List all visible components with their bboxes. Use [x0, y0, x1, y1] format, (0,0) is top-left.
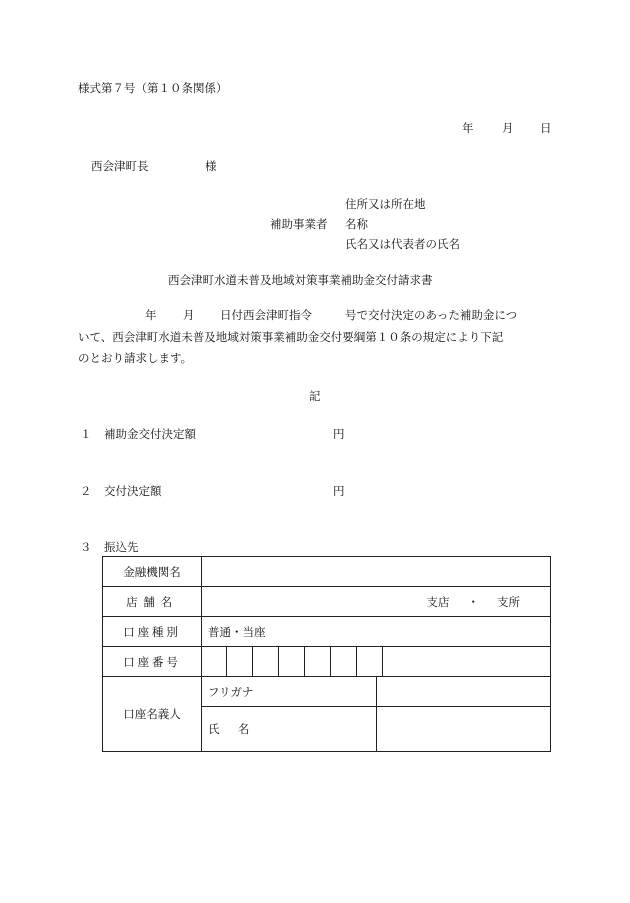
branch-row: [103, 587, 551, 617]
item3-number: ３: [80, 540, 92, 554]
item1-label: 補助金交付決定額: [104, 427, 196, 441]
addressee-honorific: 様: [205, 159, 217, 173]
body-year: 年: [145, 308, 157, 322]
account-number-field[interactable]: [202, 647, 551, 677]
date-year-label: 年: [462, 121, 474, 135]
body-line2: いて、西会津町水道未普及地域対策事業補助金交付要綱第１０条の規定により下記: [78, 330, 504, 344]
holder-label: 口座名義人: [103, 677, 202, 752]
institution-label: 金融機関名: [103, 557, 202, 587]
furigana-label: フリガナ: [202, 677, 377, 707]
digit-box[interactable]: [305, 647, 331, 676]
holder-name-field[interactable]: [376, 707, 551, 752]
applicant-name-label: 名称: [345, 217, 368, 231]
institution-row: [103, 557, 551, 587]
account-number-digits: [202, 647, 550, 676]
item2-unit: 円: [333, 484, 345, 498]
date-month-label: 月: [502, 121, 514, 135]
account-number-row: [103, 647, 551, 677]
account-type-label: 口座種別: [103, 617, 202, 647]
account-type-field[interactable]: 普通・当座: [202, 617, 551, 647]
body-month: 月: [183, 308, 195, 322]
addressee-name: 西会津町長: [91, 159, 149, 173]
digit-box[interactable]: [202, 647, 227, 676]
digit-box[interactable]: [227, 647, 253, 676]
digit-box[interactable]: [279, 647, 305, 676]
ki-heading: 記: [309, 389, 321, 403]
applicant-address-label: 住所又は所在地: [345, 197, 426, 211]
branch-option-shisho: 支所: [497, 594, 520, 609]
item2-label: 交付決定額: [104, 484, 162, 498]
body-mid: 日付西会津町指令: [220, 308, 312, 322]
branch-field[interactable]: [202, 587, 551, 617]
branch-option-shiten: 支店: [426, 594, 450, 609]
holder-furigana-row: [103, 677, 551, 707]
digit-box[interactable]: [331, 647, 357, 676]
furigana-field[interactable]: [376, 677, 551, 707]
digit-box[interactable]: [357, 647, 383, 676]
bank-account-table: [102, 556, 551, 752]
account-number-label: 口座番号: [103, 647, 202, 677]
item3-label: 振込先: [104, 540, 139, 554]
applicant-role-label: 補助事業者: [270, 217, 328, 231]
body-line1-end: 号で交付決定のあった補助金につ: [345, 308, 518, 322]
date-day-label: 日: [540, 121, 552, 135]
form-number: 様式第７号（第１０条関係）: [78, 81, 228, 95]
item1-number: １: [80, 427, 92, 441]
account-number-remainder: [383, 647, 551, 676]
item2-number: ２: [80, 484, 92, 498]
branch-option-separator: ・: [467, 594, 479, 609]
digit-box[interactable]: [253, 647, 279, 676]
item1-unit: 円: [333, 427, 345, 441]
branch-label: 店舗名: [103, 587, 202, 617]
applicant-rep-label: 氏名又は代表者の氏名: [345, 237, 460, 251]
document-title: 西会津町水道未普及地域対策事業補助金交付請求書: [168, 273, 433, 287]
body-line3: のとおり請求します。: [78, 351, 193, 365]
holder-name-label: 氏名: [202, 707, 377, 752]
account-type-row: [103, 617, 551, 647]
institution-field[interactable]: [202, 557, 551, 587]
